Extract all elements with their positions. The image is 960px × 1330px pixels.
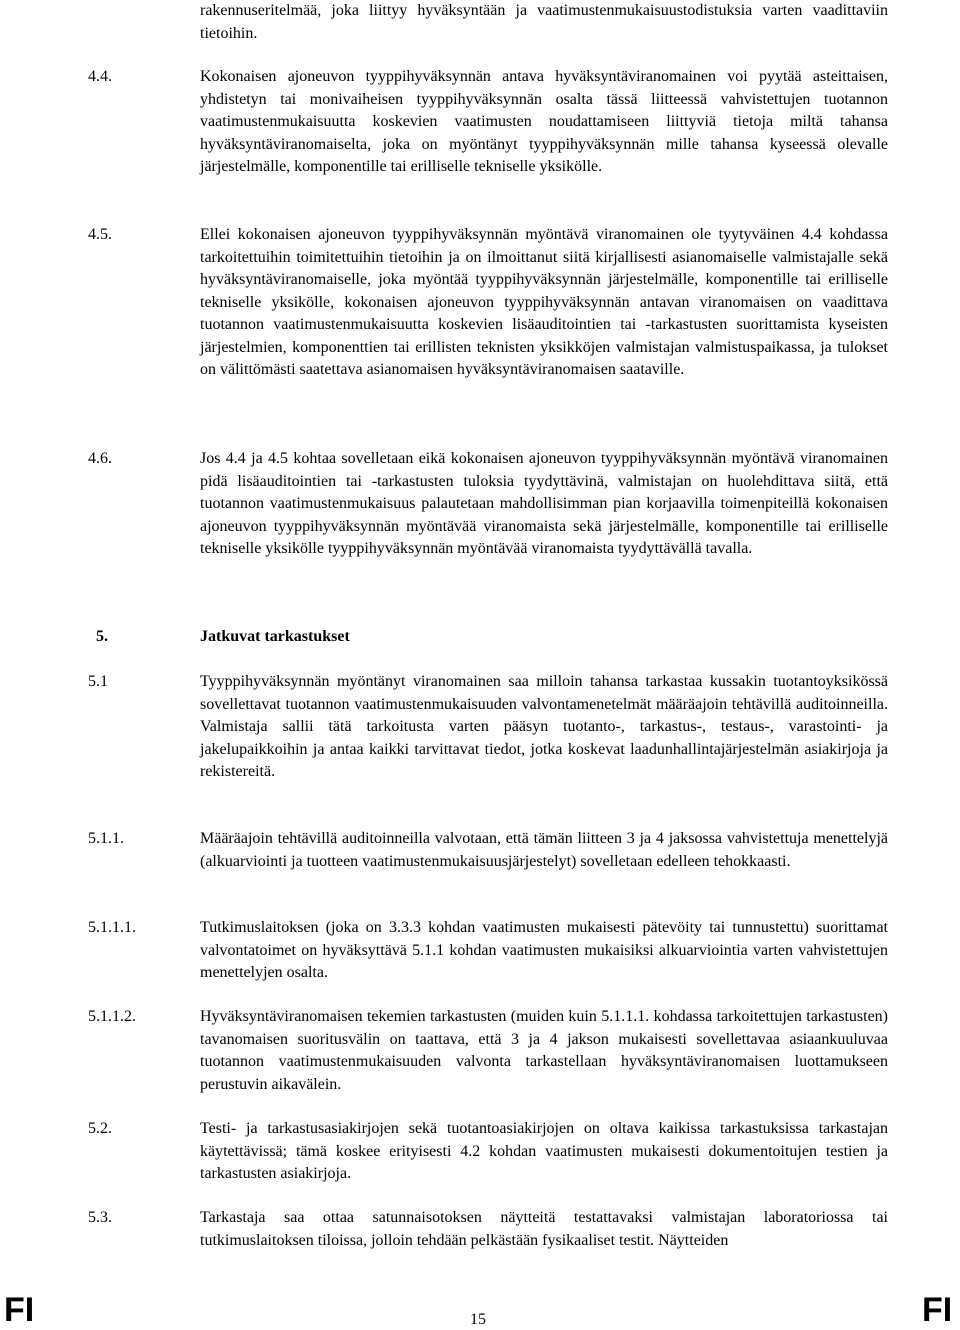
footer-language-left: FI [4, 1291, 35, 1329]
footer-language-right: FI [922, 1291, 953, 1329]
paragraph-text: Tyyppihyväksynnän myöntänyt viranomainen saa milloin tahansa tarkastaa kussakin tuotantoyksikössä sovellettavat tuotannon vaatimustenmukaisuuden valvontamenetelmät määräajoin tehtävillä auditoinneilla. Valmistaja sallii tätä tarkoitusta varten pääsyn tuotanto-, tarkastus-, testaus-, varastointi- ja jakelupaikkoihin ja antaa kaikki tarvittavat tiedot, jotka koskevat laadunhallintajärjestelmän asiakirjoja ja rekistereitä. [200, 673, 888, 780]
paragraph-number: 5.1.1. [88, 830, 124, 847]
paragraph-number: 5.1.1.2. [88, 1008, 136, 1025]
paragraph-number: 4.4. [88, 68, 112, 85]
paragraph-text: Määräajoin tehtävillä auditoinneilla valvotaan, että tämän liitteen 3 ja 4 jaksossa vahvistettuja menettelyjä (alkuarviointi ja tuotteen vaatimustenmukaisuusjärjestelyt) sovelletaan edelleen tehokkaasti. [200, 830, 888, 870]
section-number: 5. [96, 628, 108, 645]
paragraph-text: Tutkimuslaitoksen (joka on 3.3.3 kohdan vaatimusten mukaisesti pätevöity tai tunnustettu) suorittamat valvontatoimet on hyväksyttävä 5.1.1 kohdan vaatimusten mukaisiksi alkuarviointia varten vahvistettujen menettelyjen osalta. [200, 919, 888, 981]
paragraph-text: Jos 4.4 ja 4.5 kohtaa sovelletaan eikä kokonaisen ajoneuvon tyyppihyväksynnän myöntävä viranomainen pidä lisäauditointien tai -tarkastusten tuloksia tyydyttävinä, valmistajan on huolehdittava siitä, että tuotannon vaatimustenmukaisuus palautetaan mahdollisimman pian korjaavilla toimenpiteillä kokonaisen ajoneuvon tyyppihyväksynnän myöntävää viranomaista sekä järjestelmälle, komponentille tai erilliselle tekniselle yksikölle tyyppihyväksynnän myöntävää viranomaista tyydyttävällä tavalla. [200, 450, 888, 557]
paragraph-number: 5.1 [88, 673, 108, 690]
section-title: Jatkuvat tarkastukset [200, 628, 350, 645]
paragraph-number: 5.2. [88, 1120, 112, 1137]
paragraph-text: Tarkastaja saa ottaa satunnaisotoksen näytteitä testattavaksi valmistajan laboratoriossa tai tutkimuslaitoksen tiloissa, jolloin tehdään pelkästään fysikaaliset testit. Näytteiden [200, 1209, 888, 1249]
page-number: 15 [470, 1311, 486, 1328]
paragraph-text: Hyväksyntäviranomaisen tekemien tarkastusten (muiden kuin 5.1.1.1. kohdassa tarkoitettujen tarkastusten) tavanomaisen suoritusvälin on taattava, että 3 ja 4 jakson mukaisesti sovellettavaa asiaankuuluvaa tuotannon vaatimustenmukaisuuden valvonta tarkastellaan hyväksyntäviranomaisen luottamukseen perustuvin aikavälein. [200, 1008, 888, 1093]
paragraph-text: Testi- ja tarkastusasiakirjojen sekä tuotantoasiakirjojen on oltava kaikissa tarkastuksissa tarkastajan käytettävissä; tämä koskee erityisesti 4.2 kohdan vaatimusten mukaisesti dokumentoitujen testien ja tarkastusten asiakirjoja. [200, 1120, 888, 1182]
paragraph-number: 4.6. [88, 450, 112, 467]
paragraph-number: 4.5. [88, 226, 112, 243]
paragraph-text: rakennuseritelmää, joka liittyy hyväksyntään ja vaatimustenmukaisuustodistuksia varten vaadittaviin tietoihin. [200, 2, 888, 42]
paragraph-number: 5.1.1.1. [88, 919, 136, 936]
paragraph-text: Ellei kokonaisen ajoneuvon tyyppihyväksynnän myöntävä viranomainen ole tyytyväinen 4.4 kohdassa tarkoitettuihin toimitettuihin tietoihin ja on ilmoittanut siitä kirjallisesti asianomaiselle valmistajalle sekä hyväksyntäviranomaiselle, joka myöntää tyyppihyväksynnän järjestelmälle, komponentille tai erilliselle tekniselle yksikölle, kokonaisen ajoneuvon tyyppihyväksynnän antavan viranomaisen on vaadittava tuotannon vaatimustenmukaisuutta koskevien lisäauditointien tai -tarkastusten suorittamista kyseisten järjestelmien, komponenttien tai erillisten teknisten yksikköjen valmistajan valmistuspaikassa, ja tulokset on välittömästi saatettava asianomaisen hyväksyntäviranomaisen saataville. [200, 226, 888, 378]
paragraph-number: 5.3. [88, 1209, 112, 1226]
paragraph-text: Kokonaisen ajoneuvon tyyppihyväksynnän antava hyväksyntäviranomainen voi pyytää asteittaisen, yhdistetyn tai monivaiheisen tyyppihyväksynnän osalta tässä liitteessä vahvistettujen tuotannon vaatimustenmukaisuutta koskevien vaatimusten noudattamiseen liittyviä tietoja miltä tahansa hyväksyntäviranomaiselta, joka on myöntänyt tyyppihyväksynnän mille tahansa kyseessä olevalle järjestelmälle, komponentille tai erilliselle tekniselle yksikölle. [200, 68, 888, 175]
